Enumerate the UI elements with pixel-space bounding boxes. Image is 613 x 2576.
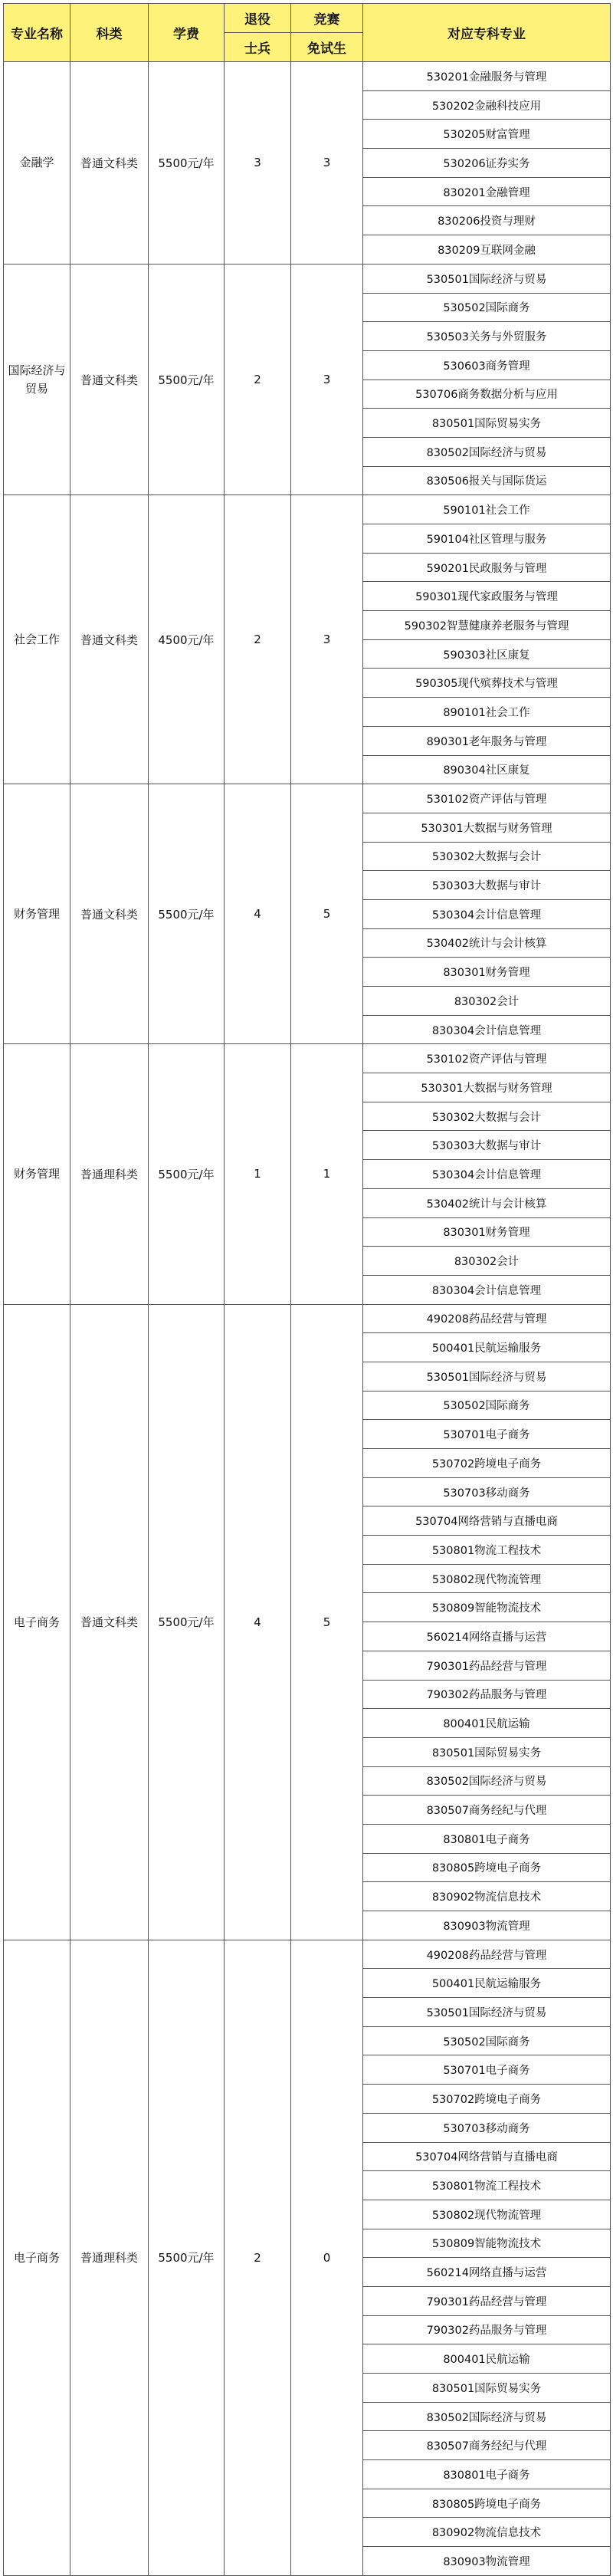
related-major-cell: 530502国际商务 [363,1391,611,1420]
header-major: 专业名称 [4,4,70,62]
related-major-cell: 530304会计信息管理 [363,899,611,928]
contest-cell: 3 [291,62,363,264]
veteran-cell: 4 [225,784,291,1044]
related-major-cell: 530704网络营销与直播电商 [363,1506,611,1536]
related-major-cell: 530706商务数据分析与应用 [363,380,611,409]
related-major-cell: 490208药品经营与管理 [363,1940,611,1969]
major-cell: 电子商务 [4,1304,70,1940]
related-major-cell: 830304会计信息管理 [363,1015,611,1044]
tuition-cell: 4500元/年 [149,495,225,784]
related-major-cell: 790301药品经营与管理 [363,2286,611,2315]
related-major-cell: 530802现代物流管理 [363,1564,611,1593]
category-cell: 普通理科类 [70,1044,149,1304]
related-major-cell: 530502国际商务 [363,2026,611,2055]
category-cell: 普通文科类 [70,495,149,784]
table-row [4,784,611,813]
related-major-cell: 830902物流信息技术 [363,2518,611,2547]
header-tuition: 学费 [149,4,225,62]
related-major-cell: 590301现代家政服务与管理 [363,582,611,611]
related-major-cell: 530402统计与会计核算 [363,1188,611,1217]
related-major-cell: 530501国际经济与贸易 [363,1998,611,2027]
major-table [3,3,611,2576]
related-major-cell: 530102资产评估与管理 [363,1044,611,1073]
related-major-cell: 830502国际经济与贸易 [363,2402,611,2431]
related-major-cell: 800401民航运输 [363,2344,611,2374]
related-major-cell: 830506报关与国际货运 [363,466,611,495]
tuition-cell: 5500元/年 [149,62,225,264]
related-major-cell: 530704网络营销与直播电商 [363,2142,611,2171]
veteran-cell: 2 [225,1940,291,2575]
veteran-cell: 2 [225,495,291,784]
related-major-cell: 530802现代物流管理 [363,2200,611,2229]
related-major-cell: 590303社区康复 [363,639,611,669]
related-major-cell: 530402统计与会计核算 [363,928,611,958]
table-row [4,1304,611,1333]
related-major-cell: 830501国际贸易实务 [363,2374,611,2403]
related-major-cell: 530809智能物流技术 [363,1593,611,1622]
related-major-cell: 830301财务管理 [363,1217,611,1247]
related-major-cell: 890301老年服务与管理 [363,726,611,755]
related-major-cell: 530702跨境电子商务 [363,1449,611,1478]
related-major-cell: 830501国际贸易实务 [363,409,611,438]
related-major-cell: 830304会计信息管理 [363,1275,611,1304]
category-cell: 普通文科类 [70,784,149,1044]
related-major-cell: 830801电子商务 [363,2460,611,2489]
related-major-cell: 890101社会工作 [363,698,611,727]
related-major-cell: 800401民航运输 [363,1709,611,1738]
related-major-cell: 530701电子商务 [363,2055,611,2085]
major-cell: 社会工作 [4,495,70,784]
related-major-cell: 890304社区康复 [363,755,611,784]
related-major-cell: 790301药品经营与管理 [363,1651,611,1680]
major-cell: 财务管理 [4,1044,70,1304]
table-row [4,1940,611,1969]
related-major-cell: 530501国际经济与贸易 [363,1362,611,1391]
related-major-cell: 590101社会工作 [363,495,611,524]
related-major-cell: 500401民航运输服务 [363,1969,611,1998]
table-row [4,264,611,293]
contest-cell: 0 [291,1940,363,2575]
related-major-cell: 830302会计 [363,987,611,1016]
related-major-cell: 530303大数据与审计 [363,1131,611,1160]
veteran-cell: 1 [225,1044,291,1304]
related-major-cell: 530703移动商务 [363,2113,611,2142]
table-row [4,1044,611,1073]
major-cell: 财务管理 [4,784,70,1044]
related-major-cell: 830903物流管理 [363,2547,611,2576]
table-row [4,62,611,91]
major-cell: 电子商务 [4,1940,70,2575]
related-major-cell: 830209互联网金融 [363,235,611,264]
header-contest-top: 竞赛 [291,4,363,33]
related-major-cell: 530501国际经济与贸易 [363,264,611,293]
related-major-cell: 830902物流信息技术 [363,1882,611,1911]
related-major-cell: 590302智慧健康养老服务与管理 [363,611,611,640]
related-major-cell: 530206证券实务 [363,149,611,178]
related-major-cell: 530302大数据与会计 [363,1102,611,1131]
contest-cell: 1 [291,1044,363,1304]
related-major-cell: 830507商务经纪与代理 [363,2431,611,2460]
related-major-cell: 590104社区管理与服务 [363,524,611,554]
related-major-cell: 530301大数据与财务管理 [363,1073,611,1102]
veteran-cell: 3 [225,62,291,264]
related-major-cell: 530503关务与外贸服务 [363,322,611,351]
related-major-cell: 530303大数据与审计 [363,871,611,900]
related-major-cell: 830206投资与理财 [363,206,611,235]
related-major-cell: 530301大数据与财务管理 [363,813,611,842]
related-major-cell: 530703移动商务 [363,1477,611,1506]
veteran-cell: 2 [225,264,291,495]
contest-cell: 3 [291,495,363,784]
related-major-cell: 530102资产评估与管理 [363,784,611,813]
table-header [4,4,611,62]
table-row [4,495,611,524]
related-major-cell: 830507商务经纪与代理 [363,1796,611,1825]
related-major-cell: 830301财务管理 [363,958,611,987]
tuition-cell: 5500元/年 [149,1044,225,1304]
related-major-cell: 830501国际贸易实务 [363,1737,611,1766]
related-major-cell: 830502国际经济与贸易 [363,437,611,466]
related-major-cell: 530702跨境电子商务 [363,2085,611,2114]
related-major-cell: 530603商务管理 [363,350,611,380]
related-major-cell: 530205财富管理 [363,120,611,149]
tuition-cell: 5500元/年 [149,1304,225,1940]
tuition-cell: 5500元/年 [149,1940,225,2575]
related-major-cell: 790302药品服务与管理 [363,2315,611,2344]
related-major-cell: 830903物流管理 [363,1911,611,1940]
related-major-cell: 500401民航运输服务 [363,1333,611,1362]
related-major-cell: 590201民政服务与管理 [363,553,611,582]
header-contest-bottom: 免试生 [291,33,363,62]
tuition-cell: 5500元/年 [149,784,225,1044]
related-major-cell: 560214网络直播与运营 [363,2258,611,2287]
category-cell: 普通文科类 [70,62,149,264]
related-major-cell: 530801物流工程技术 [363,1536,611,1565]
related-major-cell: 830201金融管理 [363,177,611,206]
related-major-cell: 530202金融科技应用 [363,90,611,120]
contest-cell: 5 [291,1304,363,1940]
related-major-cell: 530801物流工程技术 [363,2171,611,2200]
category-cell: 普通文科类 [70,264,149,495]
contest-cell: 5 [291,784,363,1044]
veteran-cell: 4 [225,1304,291,1940]
related-major-cell: 830805跨境电子商务 [363,1853,611,1882]
related-major-cell: 530809智能物流技术 [363,2229,611,2258]
major-cell: 国际经济与贸易 [4,264,70,495]
header-veteran-bottom: 士兵 [225,33,291,62]
related-major-cell: 830801电子商务 [363,1824,611,1853]
related-major-cell: 530701电子商务 [363,1420,611,1449]
related-major-cell: 490208药品经营与管理 [363,1304,611,1333]
related-major-cell: 790302药品服务与管理 [363,1680,611,1709]
related-major-cell: 830805跨境电子商务 [363,2489,611,2518]
header-row [4,4,611,33]
category-cell: 普通理科类 [70,1940,149,2575]
category-cell: 普通文科类 [70,1304,149,1940]
header-category: 科类 [70,4,149,62]
related-major-cell: 530201金融服务与管理 [363,62,611,91]
related-major-cell: 590305现代殡葬技术与管理 [363,669,611,698]
table-body [4,62,611,2576]
related-major-cell: 530302大数据与会计 [363,842,611,871]
related-major-cell: 830502国际经济与贸易 [363,1766,611,1796]
related-major-cell: 830302会计 [363,1247,611,1276]
header-veteran-top: 退役 [225,4,291,33]
major-cell: 金融学 [4,62,70,264]
tuition-cell: 5500元/年 [149,264,225,495]
header-related: 对应专科专业 [363,4,611,62]
contest-cell: 3 [291,264,363,495]
related-major-cell: 560214网络直播与运营 [363,1622,611,1651]
related-major-cell: 530304会计信息管理 [363,1160,611,1189]
related-major-cell: 530502国际商务 [363,293,611,322]
